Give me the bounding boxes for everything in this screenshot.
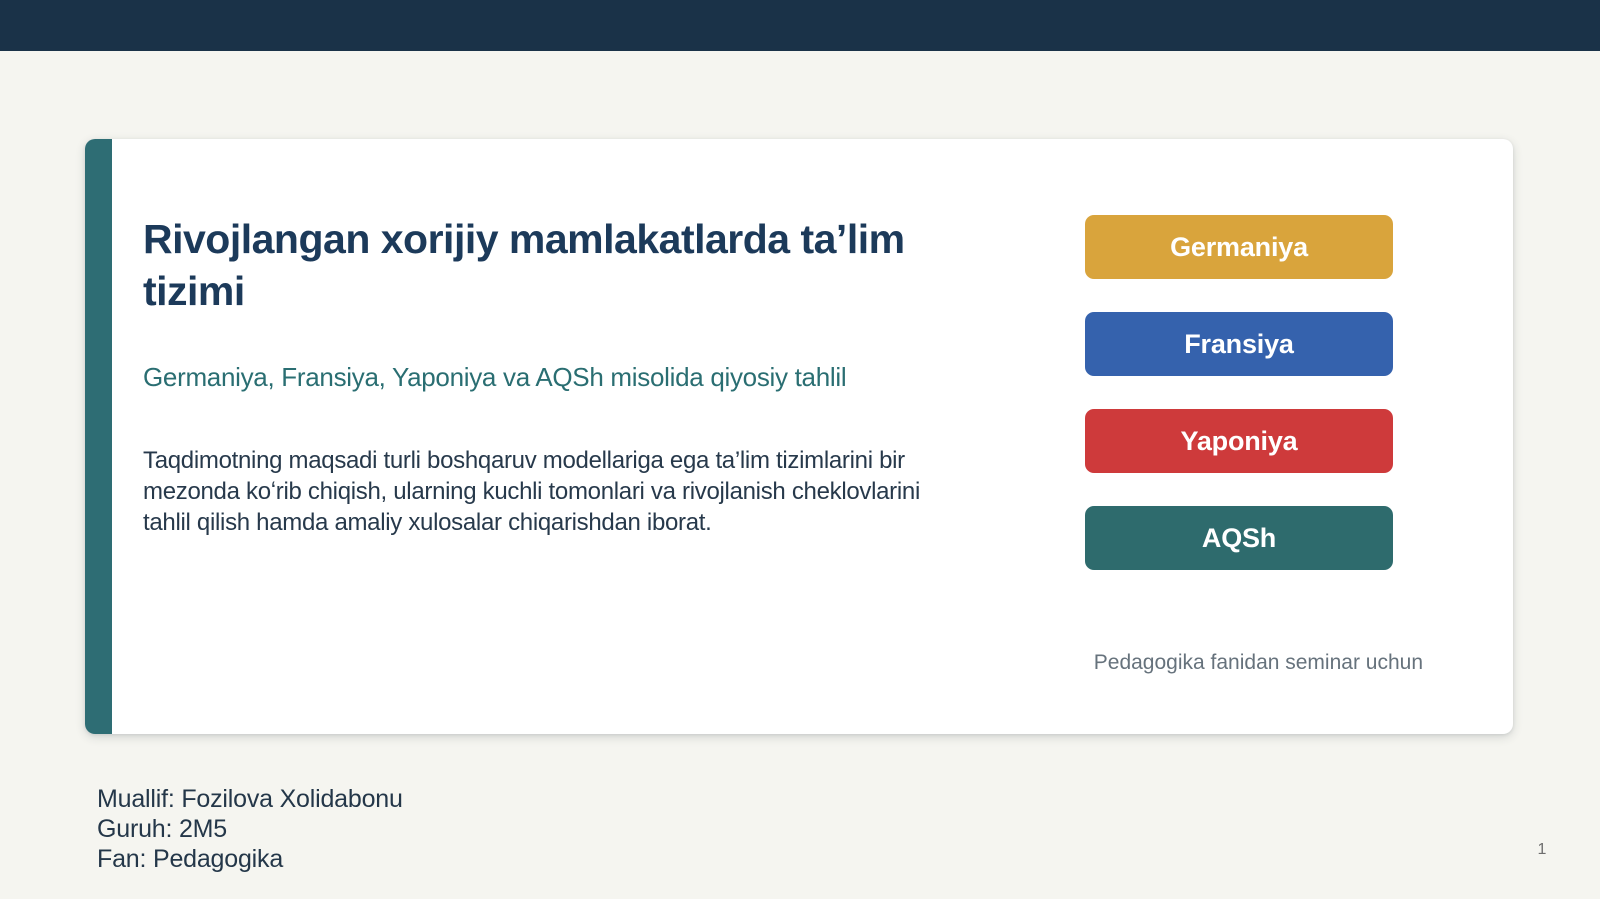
country-button-yaponiya[interactable]: Yaponiya [1085, 409, 1393, 473]
slide-body-text: Taqdimotning maqsadi turli boshqaruv modellariga ega ta’lim tizimlarini bir mezonda koʻrib chiqish, ularning kuchli tomonlari va rivojlanish cheklovlarini tahlil qilish hamda amaliy xulosalar chiqarishdan iborat. [143, 447, 920, 536]
author-line: Muallif: Fozilova Xolidabonu [97, 785, 403, 813]
slide-card [85, 139, 1513, 734]
country-button-group [1085, 215, 1393, 570]
page-number: 1 [1537, 841, 1547, 858]
slide-caption: Pedagogika fanidan seminar uchun [1093, 651, 1423, 674]
country-button-aqsh[interactable]: AQSh [1085, 506, 1393, 570]
slide-title: Rivojlangan xorijiy mamlakatlarda ta’lim tizimi [143, 216, 905, 314]
group-line: Guruh: 2M5 [97, 815, 228, 843]
accent-bar [85, 139, 112, 734]
slide-subtitle: Germaniya, Fransiya, Yaponiya va AQSh misolida qiyosiy tahlil [143, 362, 847, 392]
country-button-germaniya[interactable]: Germaniya [1085, 215, 1393, 279]
subject-line: Fan: Pedagogika [97, 845, 284, 873]
author-info [97, 784, 403, 874]
country-button-fransiya[interactable]: Fransiya [1085, 312, 1393, 376]
top-bar [0, 0, 1600, 51]
